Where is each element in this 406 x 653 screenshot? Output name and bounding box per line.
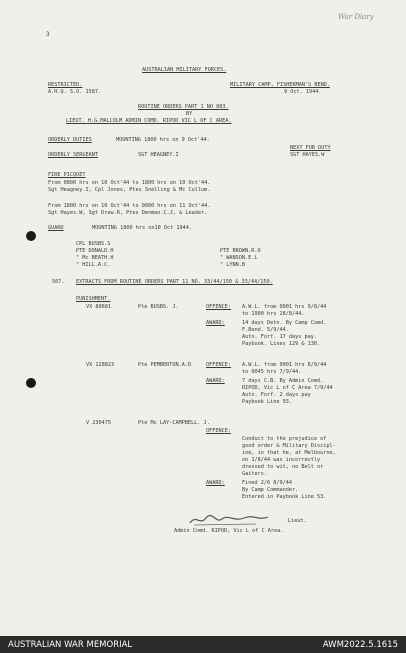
award-label: AWARD: xyxy=(206,480,225,486)
guard-member: " Mc BEATH.H xyxy=(76,255,114,261)
offence-line: dressed to wit, no Belt or xyxy=(242,464,324,470)
orderly-sergeant-next: SGT HAYES.W xyxy=(290,152,325,158)
orders-by: BY xyxy=(186,111,193,117)
punishment-heading: PUNISHMENT. xyxy=(76,296,111,302)
service-number: V 230475 xyxy=(86,420,111,426)
award-line: F.Bend. 5/9/44. xyxy=(242,327,289,333)
soldier-name: Pte PEMBERTON.A.D xyxy=(138,362,192,368)
margin-mark: 3 xyxy=(46,31,50,38)
fire-picquet-heading: FIRE PICQUET xyxy=(48,172,86,178)
guard-member: PTE BROWN.R.O xyxy=(220,248,261,254)
offence-line: ine, in that he, at Melbourne, xyxy=(242,450,336,456)
camp-label: MILITARY CAMP, FISHERMAN'S BEND. xyxy=(230,82,330,88)
offence-line: to 0045 hrs 7/9/44. xyxy=(242,369,302,375)
signature-role: Admin Comd. RIPOD, Vic L of C Area. xyxy=(174,528,284,534)
guard-member: PTE DONALD.H xyxy=(76,248,114,254)
award-line: Paybook. Lines 129 & 130. xyxy=(242,341,321,347)
soldier-name: Pte Mc LAY-CAMPBELL. J. xyxy=(138,420,210,426)
reference-label: A.H.Q. S.O. 1587. xyxy=(48,89,102,95)
guard-mounting: MOUNTING 1800 hrs on10 Oct 1944. xyxy=(92,225,192,231)
offence-label: OFFENCE: xyxy=(206,362,231,368)
service-number: VX 128823 xyxy=(86,362,115,368)
pencil-note: War Diary xyxy=(338,13,374,21)
offence-label: OFFENCE: xyxy=(206,304,231,310)
force-heading: AUSTRALIAN MILITARY FORCES. xyxy=(142,67,227,73)
award-line: Entered in Paybook Line 53. xyxy=(242,494,327,500)
award-line: Paybook Line 93. xyxy=(242,399,292,405)
section-heading: EXTRACTS FROM ROUTINE ORDERS PART 11 NO. 33/44/150 & 33/44/150. xyxy=(76,279,273,285)
award-line: 14 days Detn. By Camp Comd. xyxy=(242,320,327,326)
offence-line: A.W.L. from 0001 hrs 9/8/44 xyxy=(242,304,327,310)
orderly-duties-mounting: MOUNTING 1800 hrs on 9 Oct'44. xyxy=(116,137,210,143)
guard-corporal: CPL BUSBS.S xyxy=(76,241,111,247)
soldier-name: Pte BUSBS. J. xyxy=(138,304,179,310)
offence-line: A.W.L. from 0001 hrs 6/9/44 xyxy=(242,362,327,368)
orders-title: ROUTINE ORDERS PART 1 NO 883. xyxy=(138,104,229,110)
offence-label: OFFENCE: xyxy=(206,428,231,434)
restricted-label: RESTRICTED. xyxy=(48,82,83,88)
fire-picquet-line: Sgt Heagney.I, Cpl Jones, Ptes Snelling & Mc Cullum. xyxy=(48,187,211,193)
punch-hole xyxy=(26,231,36,241)
punch-hole xyxy=(26,378,36,388)
guard-heading: GUARD xyxy=(48,225,64,231)
guard-member: " WANSON.E.L xyxy=(220,255,258,261)
offence-line: Conduct to the prejudice of xyxy=(242,436,327,442)
award-line: 7 days C.B. By Admin Comd. xyxy=(242,378,324,384)
service-number: VX 80681 xyxy=(86,304,111,310)
orderly-duties-heading: ORDERLY DUTIES xyxy=(48,137,92,143)
order-date: 9 Oct. 1944. xyxy=(284,89,322,95)
award-label: AWARD: xyxy=(206,320,225,326)
offence-line: to 1900 hrs 28/8/44. xyxy=(242,311,305,317)
signature-scrawl xyxy=(186,512,272,528)
offence-line: good order & Military Discipl- xyxy=(242,443,336,449)
fire-picquet-line: From 1800 hrs on 10 Oct'44 to 0800 hrs on 11 Oct'44. xyxy=(48,203,211,209)
archive-name: AUSTRALIAN WAR MEMORIAL xyxy=(8,640,133,650)
orderly-sergeant-current: SGT HEAGNEY.I xyxy=(138,152,179,158)
award-line: Auto. Forf. 17 days pay. xyxy=(242,334,317,340)
fire-picquet-line: Sgt Hayes.W, Sgt Drew.R, Ptes Denman.C.J, & Leader. xyxy=(48,210,208,216)
section-number: 507. xyxy=(52,279,65,285)
archive-reference: AWM2022.5.1615 xyxy=(322,640,398,650)
award-line: RIPOD, Vic L of C Area 7/9/44 xyxy=(242,385,333,391)
orders-author: LIEUT. H.G.MALCOLM ADMIN COMD. RIPOD VIC L OF C AREA. xyxy=(66,118,232,124)
next-for-duty-heading: NEXT FOR DUTY xyxy=(290,145,331,151)
award-line: Auto. Forf. 2 days pay xyxy=(242,392,311,398)
guard-member: " HILL.A.C. xyxy=(76,262,111,268)
guard-member: " LYNN.B xyxy=(220,262,245,268)
archive-footer xyxy=(0,636,406,653)
offence-line: on 1/8/44 was incorrectly xyxy=(242,457,321,463)
award-line: By Camp Commander. xyxy=(242,487,299,493)
signature-rank: Lieut. xyxy=(288,518,307,524)
award-label: AWARD: xyxy=(206,378,225,384)
offence-line: Gaiters. xyxy=(242,471,267,477)
fire-picquet-line: From 0800 hrs on 10 Oct'44 to 1800 hrs on 10 Oct'44. xyxy=(48,180,211,186)
award-line: Fined 2/6 8/9/44 xyxy=(242,480,292,486)
orderly-sergeant-heading: ORDERLY SERGEANT xyxy=(48,152,98,158)
